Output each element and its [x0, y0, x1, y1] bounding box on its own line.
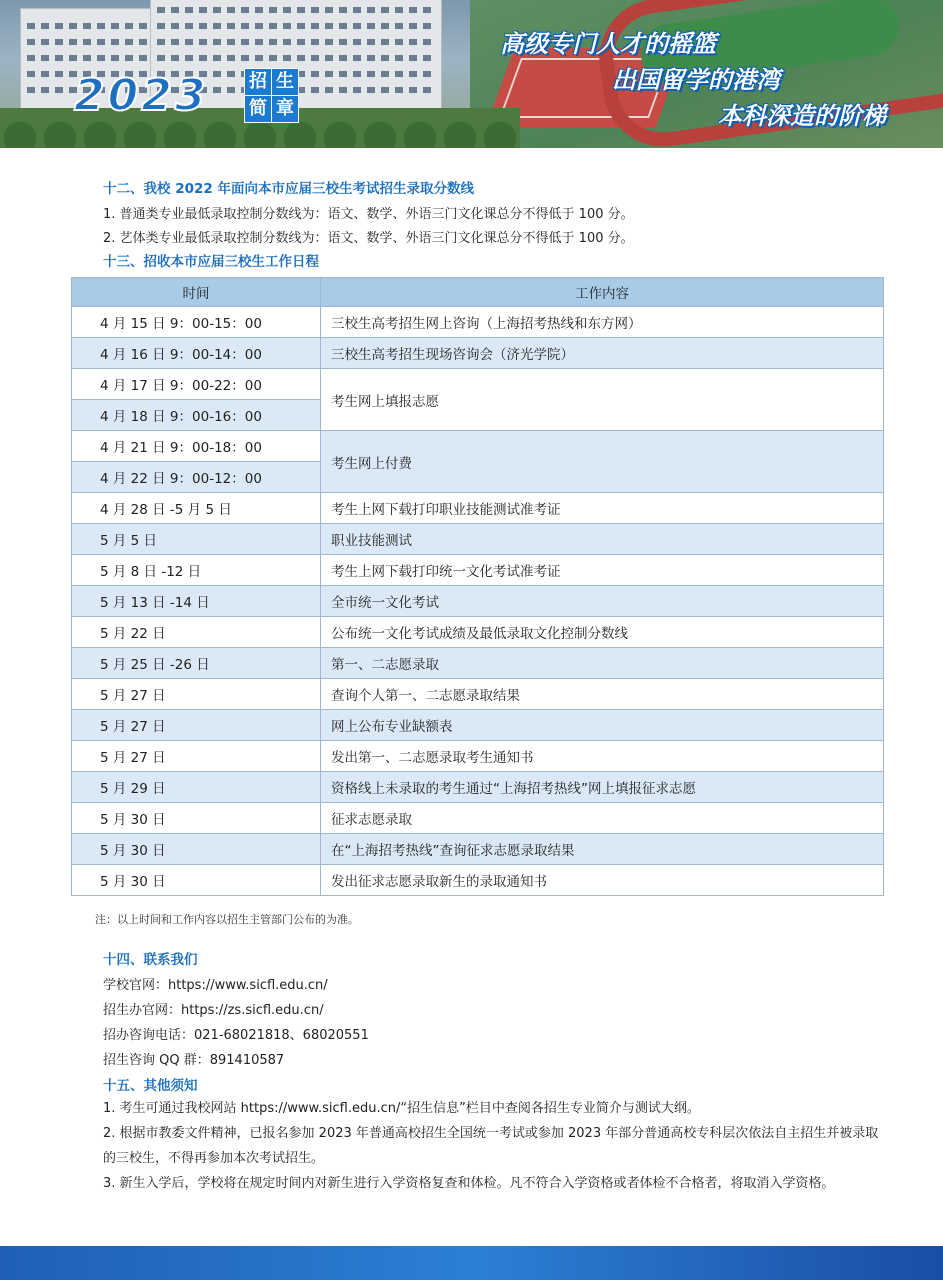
table-row — [72, 524, 884, 555]
banner-year: 2023 — [74, 70, 209, 121]
schedule-table — [71, 277, 884, 896]
row-time: 4 月 18 日 9：00-16：00 — [72, 400, 321, 431]
table-row — [72, 586, 884, 617]
row-time: 4 月 15 日 9：00-15：00 — [72, 307, 321, 338]
row-content: 发出第一、二志愿录取考生通知书 — [321, 741, 884, 772]
notice-paragraph-1: 1. 考生可通过我校网站 https://www.sicfl.edu.cn/“招生信息”栏目中查阅各招生专业简介与测试大纲。 — [103, 1101, 700, 1116]
row-time: 4 月 21 日 9：00-18：00 — [72, 431, 321, 462]
row-content: 公布统一文化考试成绩及最低录取文化控制分数线 — [321, 617, 884, 648]
row-time: 4 月 28 日 -5 月 5 日 — [72, 493, 321, 524]
row-content: 考生网上填报志愿 — [321, 369, 884, 431]
row-content: 职业技能测试 — [321, 524, 884, 555]
contact-qq-group: 招生咨询 QQ 群：891410587 — [103, 1053, 285, 1068]
contact-school-website: 学校官网：https://www.sicfl.edu.cn/ — [103, 978, 328, 993]
table-row — [72, 834, 884, 865]
table-row — [72, 369, 884, 400]
row-time: 5 月 30 日 — [72, 803, 321, 834]
row-time: 5 月 13 日 -14 日 — [72, 586, 321, 617]
header-banner — [0, 0, 943, 148]
table-row — [72, 493, 884, 524]
row-time: 5 月 5 日 — [72, 524, 321, 555]
section-12-item-1: 1. 普通类专业最低录取控制分数线为：语文、数学、外语三门文化课总分不得低于 100 分。 — [103, 207, 634, 222]
admissions-brochure-logo — [244, 68, 298, 122]
section-13-title: 十三、招收本市应届三校生工作日程 — [103, 254, 319, 270]
row-content: 考生上网下载打印统一文化考试准考证 — [321, 555, 884, 586]
table-row — [72, 431, 884, 462]
table-row — [72, 338, 884, 369]
row-content: 考生网上付费 — [321, 431, 884, 493]
contact-phone: 招办咨询电话：021-68021818、68020551 — [103, 1028, 369, 1043]
logo-char: 简 — [244, 95, 272, 123]
logo-char: 章 — [271, 95, 299, 123]
contact-admissions-website: 招生办官网：https://zs.sicfl.edu.cn/ — [103, 1003, 324, 1018]
section-12-title: 十二、我校 2022 年面向本市应届三校生考试招生录取分数线 — [103, 181, 474, 197]
row-content: 网上公布专业缺额表 — [321, 710, 884, 741]
table-row — [72, 710, 884, 741]
slogan-line-2: 出国留学的港湾 — [612, 66, 780, 94]
row-time: 4 月 22 日 9：00-12：00 — [72, 462, 321, 493]
header-time: 时间 — [72, 278, 321, 307]
table-row — [72, 803, 884, 834]
row-time: 5 月 25 日 -26 日 — [72, 648, 321, 679]
row-content: 资格线上未录取的考生通过“上海招考热线”网上填报征求志愿 — [321, 772, 884, 803]
row-content: 在“上海招考热线”查询征求志愿录取结果 — [321, 834, 884, 865]
row-time: 5 月 22 日 — [72, 617, 321, 648]
row-content: 三校生高考招生现场咨询会（济光学院） — [321, 338, 884, 369]
row-time: 5 月 30 日 — [72, 865, 321, 896]
row-time: 5 月 27 日 — [72, 679, 321, 710]
section-12-item-2: 2. 艺体类专业最低录取控制分数线为：语文、数学、外语三门文化课总分不得低于 100 分。 — [103, 231, 634, 246]
table-row — [72, 679, 884, 710]
footer-bar — [0, 1246, 943, 1280]
table-header-row — [72, 278, 884, 307]
row-content: 查询个人第一、二志愿录取结果 — [321, 679, 884, 710]
row-time: 5 月 27 日 — [72, 741, 321, 772]
slogan-line-1: 高级专门人才的摇篮 — [500, 30, 716, 58]
row-time: 5 月 30 日 — [72, 834, 321, 865]
row-content: 第一、二志愿录取 — [321, 648, 884, 679]
section-14-title: 十四、联系我们 — [103, 952, 198, 968]
row-time: 4 月 17 日 9：00-22：00 — [72, 369, 321, 400]
logo-char: 生 — [271, 68, 299, 96]
table-note: 注：以上时间和工作内容以招生主管部门公布的为准。 — [95, 913, 359, 926]
row-time: 5 月 29 日 — [72, 772, 321, 803]
table-row — [72, 648, 884, 679]
row-content: 全市统一文化考试 — [321, 586, 884, 617]
row-time: 4 月 16 日 9：00-14：00 — [72, 338, 321, 369]
notice-paragraph-3: 3. 新生入学后，学校将在规定时间内对新生进行入学资格复查和体检。凡不符合入学资格或者体检不合格者，将取消入学资格。 — [103, 1176, 835, 1191]
row-content: 征求志愿录取 — [321, 803, 884, 834]
table-row — [72, 617, 884, 648]
header-content: 工作内容 — [321, 278, 884, 307]
row-content: 发出征求志愿录取新生的录取通知书 — [321, 865, 884, 896]
table-row — [72, 772, 884, 803]
table-row — [72, 307, 884, 338]
table-row — [72, 555, 884, 586]
row-content: 三校生高考招生网上咨询（上海招考热线和东方网） — [321, 307, 884, 338]
row-time: 5 月 8 日 -12 日 — [72, 555, 321, 586]
table-row — [72, 741, 884, 772]
notice-paragraph-2: 2. 根据市教委文件精神，已报名参加 2023 年普通高校招生全国统一考试或参加 2023 年部分普通高校专科层次依法自主招生并被录取的三校生，不得再参加本次考试招生。 — [103, 1126, 879, 1166]
section-15-title: 十五、其他须知 — [103, 1078, 198, 1094]
slogan-line-3: 本科深造的阶梯 — [718, 102, 886, 130]
table-row — [72, 865, 884, 896]
row-time: 5 月 27 日 — [72, 710, 321, 741]
row-content: 考生上网下载打印职业技能测试准考证 — [321, 493, 884, 524]
logo-char: 招 — [244, 68, 272, 96]
